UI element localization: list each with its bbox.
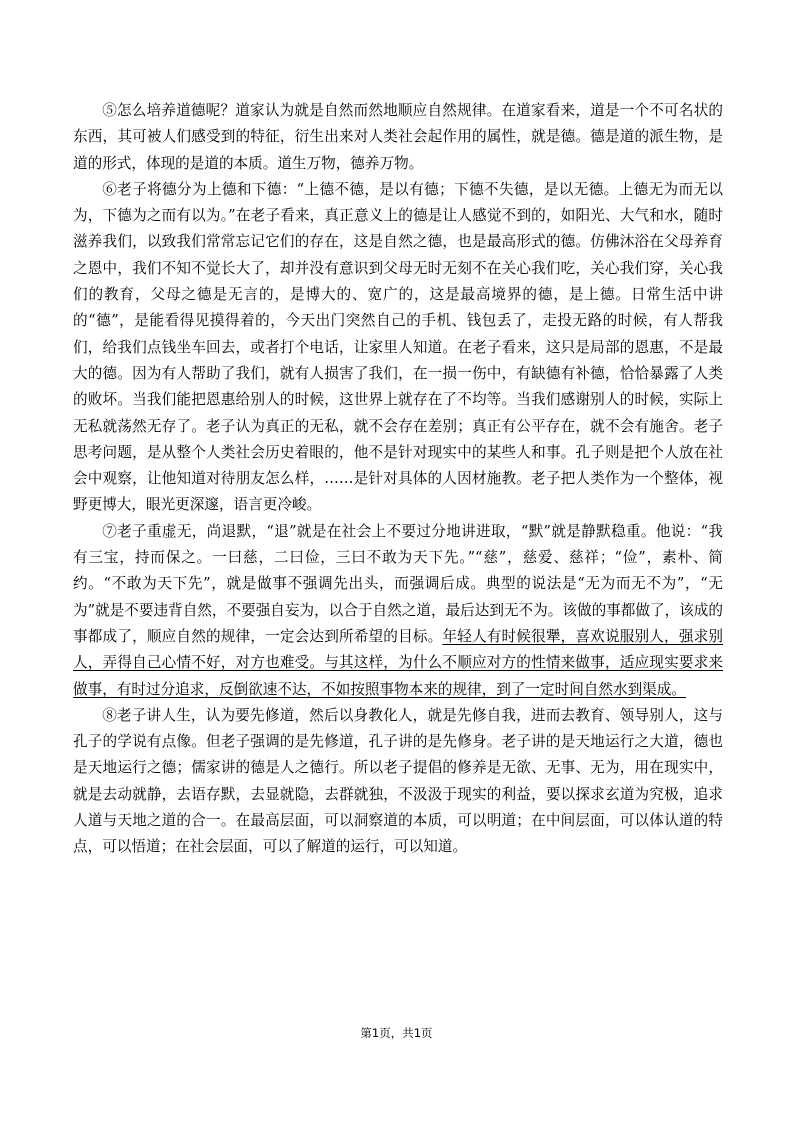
page-number-footer: 第1页，共1页 <box>360 1026 433 1040</box>
document-body <box>73 98 723 861</box>
paragraph-8: ⑧老子讲人生，认为要先修道，然后以身教化人，就是先修自我，进而去教育、领导别人，这与孔子的学说有点像。但老子强调的是先修道，孔子讲的是先修身。老子讲的是天地运行之大道，德也是天地运行之德；儒家讲的德是人之德行。所以老子提倡的修养是无欲、无事、无为，用在现实中，就是去动就静，去语存默，去显就隐，去群就独，不汲汲于现实的利益，要以探求玄道为究极，追求人道与天地之道的合一。在最高层面，可以洞察道的本质，可以明道；在中间层面，可以体认道的特点，可以悟道；在社会层面，可以了解道的运行，可以知道。 <box>73 706 723 856</box>
paragraph-5: ⑤怎么培养道德呢？道家认为就是自然而然地顺应自然规律。在道家看来，道是一个不可名状的东西，其可被人们感受到的特征，衍生出来对人类社会起作用的属性，就是德。德是道的派生物，是道的形式，体现的是道的本质。道生万物，德养万物。 <box>73 102 723 172</box>
underlined-passage: 年轻人有时候很犟，喜欢说服别人，强求别人，弄得自己心情不好，对方也难受。与其这样，为什么不顺应对方的性情来做事，适应现实要求来做事，有时过分追求，反倒欲速不达，不如按照事物本来的规律，到了一定时间自然水到渠成。 <box>73 627 723 698</box>
paragraph-7 <box>73 519 723 703</box>
paragraph-7-text: ⑦老子重虚无，尚退默，“退”就是在社会上不要过分地讲进取，“默”就是静默稳重。他说：“我有三宝，持而保之。一曰慈，二曰俭，三曰不敢为天下先。”“慈”，慈爱、慈祥；“俭”，素朴、简约。“不敢为天下先”，就是做事不强调先出头，而强调后成。典型的说法是“无为而无不为”，“无为”就是不要违背自然，不要强自妄为，以合于自然之道，最后达到无不为。该做的事都做了，该成的事都成了，顺应自然的规律，一定会达到所希望的目标。 <box>73 522 723 645</box>
paragraph-6: ⑥老子将德分为上德和下德：“上德不德，是以有德；下德不失德，是以无德。上德无为而无以为，下德为之而有以为。”在老子看来，真正意义上的德是让人感觉不到的，如阳光、大气和水，随时滋养我们，以致我们常常忘记它们的存在，这是自然之德，也是最高形式的德。仿佛沐浴在父母养育之恩中，我们不知不觉长大了，却并没有意识到父母无时无刻不在关心我们吃，关心我们穿，关心我们的教育，父母之德是无言的，是博大的、宽广的，这是最高境界的德，是上德。日常生活中讲的“德”，是能看得见摸得着的，今天出门突然自己的手机、钱包丢了，走投无路的时候，有人帮我们，给我们点钱坐车回去，或者打个电话，让家里人知道。在老子看来，这只是局部的恩惠，不是最大的德。因为有人帮助了我们，就有人损害了我们，在一损一伤中，有缺德有补德，恰恰暴露了人类的败坏。当我们能把恩惠给别人的时候，这世界上就存在了不均等。当我们感谢别人的时候，实际上无私就荡然无存了。老子认为真正的无私，就不会存在差别；真正有公平存在，就不会有施舍。老子思考问题，是从整个人类社会历史着眼的，他不是针对现实中的某些人和事。孔子则是把个人放在社会中观察，让他知道对待朋友怎么样，……是针对具体的人因材施教。老子把人类作为一个整体，视野更博大，眼光更深邃，语言更冷峻。 <box>73 180 723 514</box>
